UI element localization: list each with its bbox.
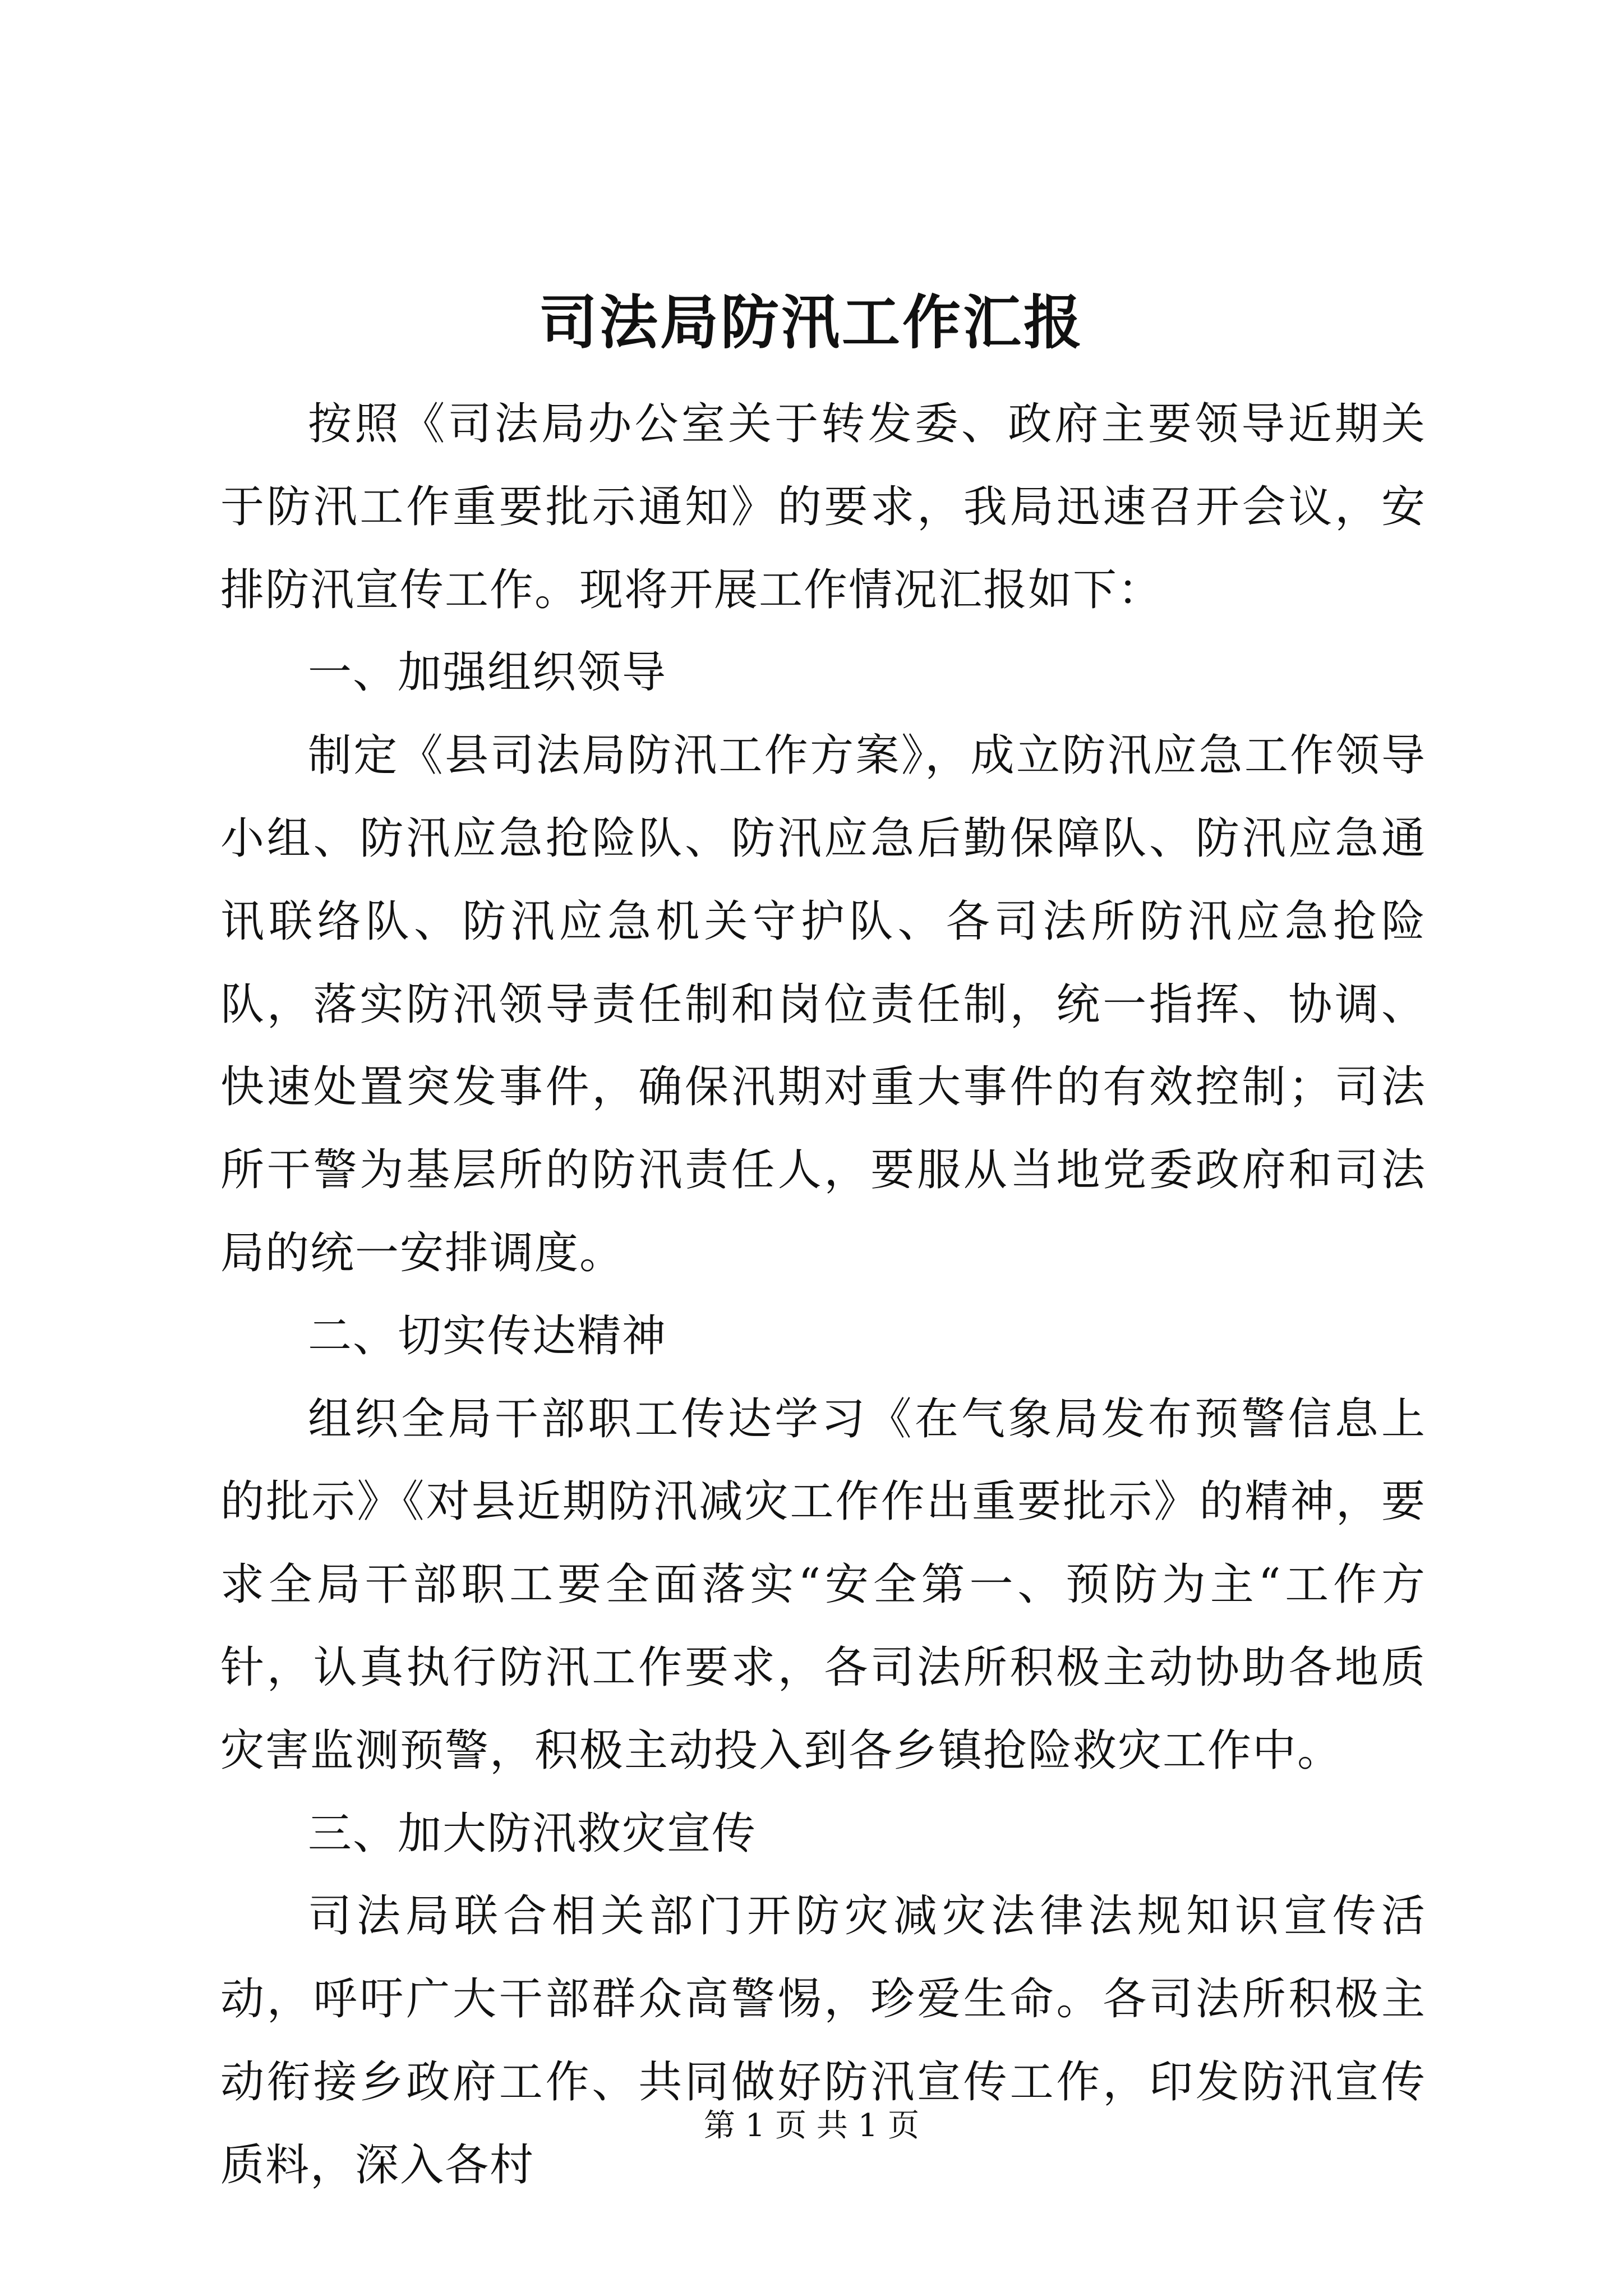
document-title: 司法局防汛工作汇报 — [538, 288, 1084, 357]
page-footer: 第 1 页 共 1 页 — [703, 2108, 920, 2144]
section-heading-1: 一、加强组织领导 — [308, 647, 667, 698]
section-heading-2: 二、切实传达精神 — [308, 1310, 667, 1361]
section-heading-3: 三、加大防汛救灾宣传 — [308, 1808, 757, 1859]
intro-paragraph: 按照《司法局办公室关于转发委、政府主要领导近期关于防汛工作重要批示通知》的要求，我局迅速召开会议，安排防汛宣传工作。现将开展工作情况汇报如下： — [220, 399, 1426, 615]
document-body — [220, 383, 1426, 2207]
section-paragraph-1: 制定《县司法局防汛工作方案》，成立防汛应急工作领导小组、防汛应急抢险队、防汛应急后勤保障队、防汛应急通讯联络队、防汛应急机关守护队、各司法所防汛应急抢险队，落实防汛领导责任制和岗位责任制，统一指挥、协调、快速处置突发事件，确保汛期对重大事件的有效控制；司法所干警为基层所的防汛责任人，要服从当地党委政府和司法局的统一安排调度。 — [220, 730, 1426, 1278]
section-paragraph-2: 组织全局干部职工传达学习《在气象局发布预警信息上的批示》《对县近期防汛减灾工作作出重要批示》的精神，要求全局干部职工要全面落实“安全第一、预防为主“工作方针，认真执行防汛工作要求，各司法所积极主动协助各地质灾害监测预警，积极主动投入到各乡镇抢险救灾工作中。 — [220, 1393, 1426, 1776]
section-paragraph-3: 司法局联合相关部门开防灾减灾法律法规知识宣传活动，呼吁广大干部群众高警惕，珍爱生命。各司法所积极主动衔接乡政府工作、共同做好防汛宣传工作，印发防汛宣传质料，深入各村 — [220, 1891, 1426, 2191]
